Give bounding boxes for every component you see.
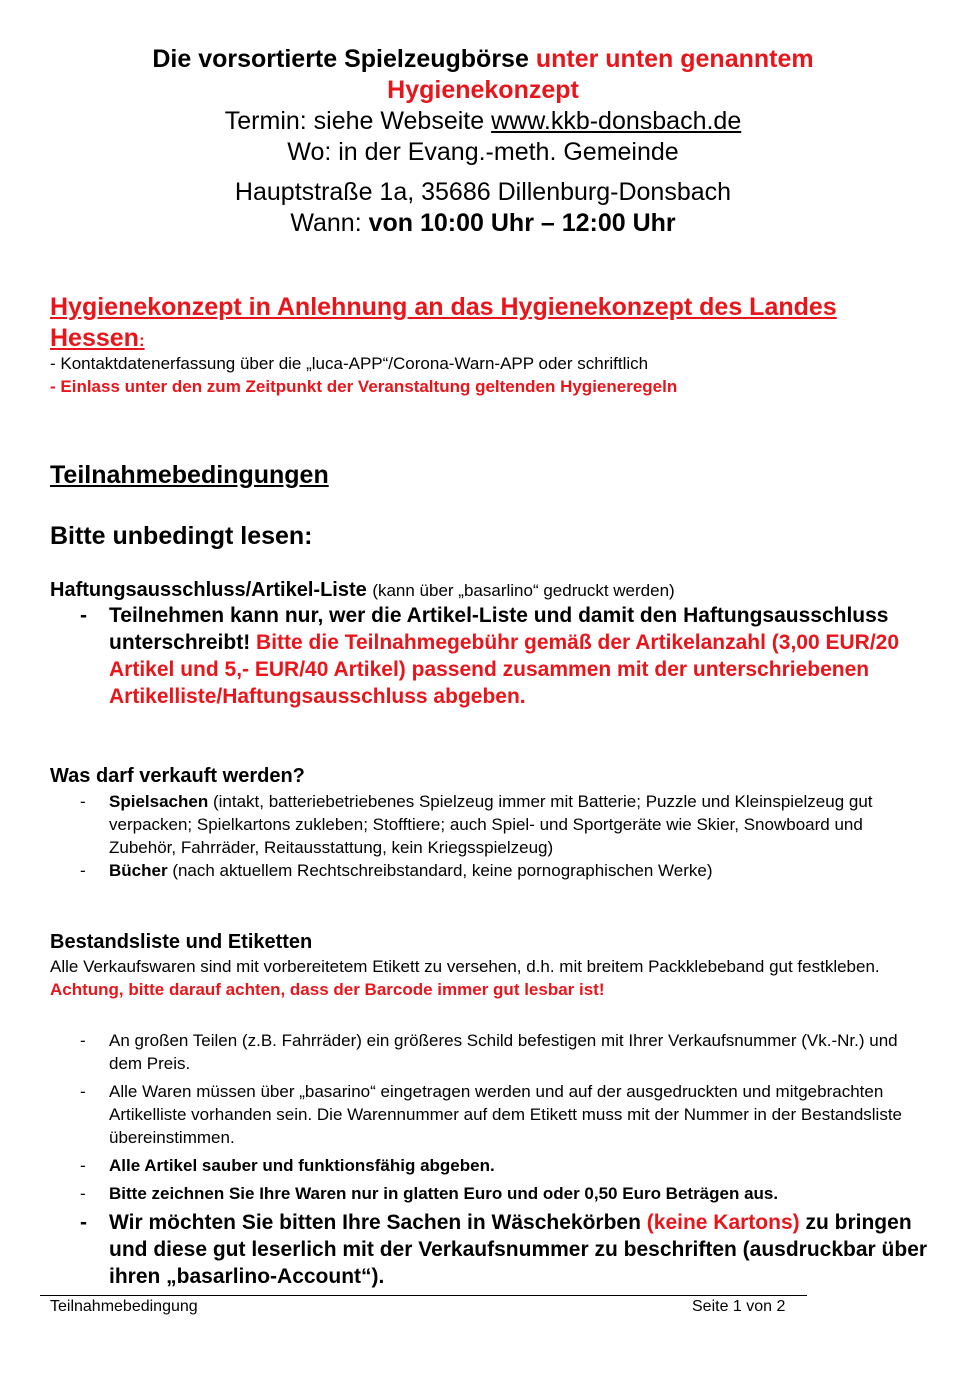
bullet-dash: - bbox=[80, 1211, 87, 1234]
baskets-text-a: Wir möchten Sie bitten Ihre Sachen in Wäschekörben bbox=[109, 1211, 641, 1234]
sale-heading: Was darf verkauft werden? bbox=[50, 765, 305, 787]
bullet-dash: - bbox=[80, 1082, 86, 1101]
inventory-item-text: Alle Waren müssen über „basarino“ eingetragen werden und auf der ausgedruckten und mitgebrachten Artikelliste vorhanden sein. Die Warennummer auf dem Etikett muss mit der Nummer in der Bestandsliste übereinstimmen. bbox=[109, 1082, 903, 1147]
inventory-item-baskets-text bbox=[109, 1209, 934, 1290]
sale-item-term: Bücher bbox=[109, 861, 168, 880]
hygiene-heading-colon: : bbox=[138, 331, 145, 350]
read-heading: Bitte unbedingt lesen: bbox=[50, 522, 313, 550]
sale-item-term: Spielsachen bbox=[109, 792, 209, 811]
sale-item-desc: (intakt, batteriebetriebenes Spielzeug immer mit Batterie; Puzzle und Kleinspielzeug gut verpacken; Spielkartons zukleben; Stofftiere; auch Spiel- und Sportgeräte wie Skier, Snowboard und Zubehör, Fahrräder, Reitausstattung, kein Kriegsspielzeug) bbox=[109, 792, 873, 857]
address-line: Hauptstraße 1a, 35686 Dillenburg-Donsbach bbox=[234, 178, 732, 206]
sale-item-desc: (nach aktuellem Rechtschreibstandard, keine pornographischen Werke) bbox=[172, 861, 713, 880]
bullet-dash: - bbox=[80, 1031, 86, 1050]
hygiene-heading-text: Hygienekonzept in Anlehnung an das Hygienekonzept des Landes Hessen bbox=[50, 293, 837, 352]
footer-divider bbox=[40, 1295, 807, 1296]
hygiene-line-entry: - Einlass unter den zum Zeitpunkt der Veranstaltung geltenden Hygieneregeln bbox=[50, 377, 678, 396]
event-title-red-2: Hygienekonzept bbox=[387, 76, 579, 104]
bullet-dash: - bbox=[80, 604, 87, 627]
conditions-heading: Teilnahmebedingungen bbox=[50, 461, 329, 489]
inventory-heading: Bestandsliste und Etiketten bbox=[50, 931, 313, 953]
event-title bbox=[0, 44, 966, 75]
liability-heading bbox=[50, 578, 675, 603]
sale-item-books-text bbox=[109, 859, 934, 882]
footer-page-number: Seite 1 von 2 bbox=[692, 1298, 786, 1315]
liability-requirement: Teilnehmen kann nur, wer die Artikel-Liste und damit den Haftungsausschluss unterschreibt! bbox=[109, 604, 889, 654]
liability-heading-note: (kann über „basarlino“ gedruckt werden) bbox=[372, 581, 675, 600]
fee-instruction: Bitte die Teilnahmegebühr gemäß der Artikelanzahl (3,00 EUR/20 Artikel und 5,- EUR/40 Artikel) passend zusammen mit der unterschriebenen Artikelliste/Haftungsausschluss abgeben. bbox=[109, 631, 900, 708]
bullet-dash: - bbox=[80, 1184, 86, 1203]
liability-bullet-text bbox=[109, 602, 934, 710]
inventory-item-text: An großen Teilen (z.B. Fahrräder) ein größeres Schild befestigen mit Ihrer Verkaufsnummer (Vk.-Nr.) und dem Preis. bbox=[109, 1031, 898, 1073]
no-boxes-note: (keine Kartons) bbox=[646, 1211, 800, 1234]
bullet-dash: - bbox=[80, 1156, 86, 1175]
hygiene-line-contact: - Kontaktdatenerfassung über die „luca-APP“/Corona-Warn-APP oder schriftlich bbox=[50, 354, 649, 373]
bullet-dash: - bbox=[80, 861, 86, 880]
bullet-dash: - bbox=[80, 792, 86, 811]
time-label: Wann: bbox=[290, 209, 362, 237]
inventory-item-text: Alle Artikel sauber und funktionsfähig abgeben. bbox=[109, 1156, 495, 1175]
liability-heading-text: Haftungsausschluss/Artikel-Liste bbox=[50, 579, 367, 601]
time-value: von 10:00 Uhr – 12:00 Uhr bbox=[368, 209, 676, 237]
time-line bbox=[0, 208, 966, 239]
website-link[interactable]: www.kkb-donsbach.de bbox=[491, 107, 742, 135]
event-title-black: Die vorsortierte Spielzeugbörse bbox=[152, 45, 529, 73]
location-line: Wo: in der Evang.-meth. Gemeinde bbox=[287, 138, 679, 166]
baskets-text-b: zu bringen und diese gut leserlich mit der Verkaufsnummer zu beschriften (ausdruckbar über ihren „basarlino-Account“). bbox=[109, 1211, 928, 1288]
termin-line bbox=[0, 106, 966, 137]
sale-item-toys-text bbox=[109, 790, 934, 859]
inventory-item-text: Bitte zeichnen Sie Ihre Waren nur in glatten Euro und oder 0,50 Euro Beträgen aus. bbox=[109, 1184, 779, 1203]
termin-label: Termin: siehe Webseite bbox=[224, 107, 485, 135]
inventory-paragraph bbox=[50, 955, 940, 1001]
inventory-instruction: Alle Verkaufswaren sind mit vorbereitetem Etikett zu versehen, d.h. mit breitem Packklebeband gut festkleben. bbox=[50, 957, 880, 976]
hygiene-heading bbox=[50, 292, 910, 356]
barcode-warning: Achtung, bitte darauf achten, dass der Barcode immer gut lesbar ist! bbox=[50, 980, 605, 999]
footer-doc-title: Teilnahmebedingung bbox=[50, 1298, 198, 1315]
event-title-red-1: unter unten genanntem bbox=[535, 45, 814, 73]
